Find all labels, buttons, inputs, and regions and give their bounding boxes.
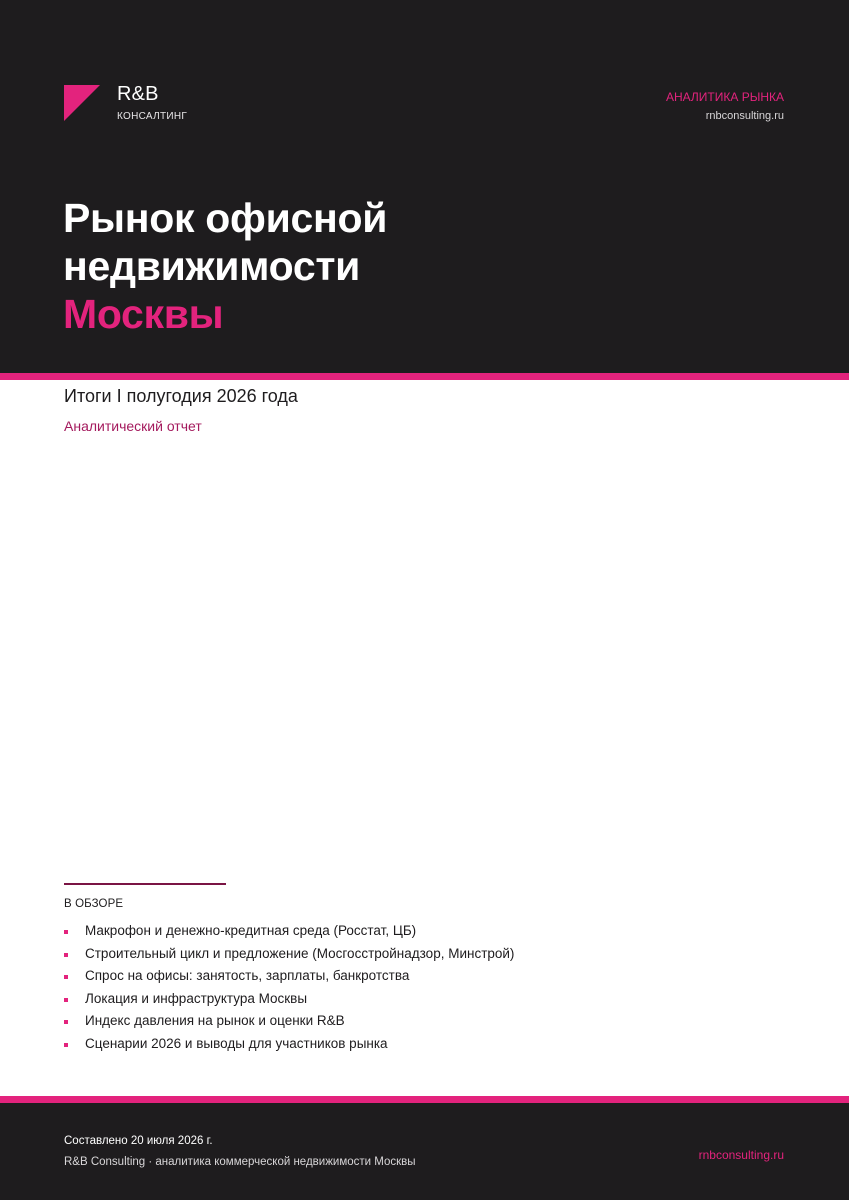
overview-item [64,966,514,989]
bullet-icon [64,953,68,957]
title-line-2: недвижимости [63,243,361,289]
bullet-icon [64,930,68,934]
rubric-label: АНАЛИТИКА РЫНКА [665,90,784,104]
cover-title [63,194,387,338]
overview-item [64,1011,514,1034]
overview-item-text: Сценарии 2026 и выводы для участников рынка [85,1035,388,1051]
overview-list [64,921,514,1057]
brand-name: R&B [117,83,159,105]
brand-subtitle: КОНСАЛТИНГ [117,111,188,122]
overview-item [64,921,514,944]
overview-item [64,989,514,1012]
document-type: Аналитический отчет [64,418,202,434]
bullet-icon [64,998,68,1002]
overview-item-text: Локация и инфраструктура Москвы [85,990,308,1006]
overview-item-text: Макрофон и денежно-кредитная среда (Росстат, ЦБ) [85,923,417,938]
brand-triangle-icon [64,85,100,121]
overview-item-text: Индекс давления на рынок и оценки R&B [85,1013,345,1029]
compiled-date: Составлено 20 июля 2026 г. [64,1135,213,1147]
overview-item-text: Строительный цикл и предложение (Мосгосстройнадзор, Минстрой) [85,945,515,961]
footer-description: R&B Consulting · аналитика коммерческой недвижимости Москвы [64,1156,416,1168]
cover-hero [0,0,849,373]
title-line-1: Рынок офисной [63,195,388,241]
overview-item [64,1034,514,1057]
overview-item-text: Спрос на офисы: занятость, зарплаты, банкротства [85,968,410,984]
top-accent-divider [0,373,849,380]
report-period: Итоги I полугодия 2026 года [64,386,298,406]
bullet-icon [64,1020,68,1024]
overview-divider [64,883,226,885]
title-line-3: Москвы [63,291,224,337]
overview-heading: В ОБЗОРЕ [64,898,124,910]
header-site-link[interactable]: rnbconsulting.ru [705,110,784,122]
bullet-icon [64,975,68,979]
overview-item [64,944,514,967]
footer-site-link[interactable]: rnbconsulting.ru [698,1148,784,1162]
bottom-accent-divider [0,1096,849,1103]
bullet-icon [64,1043,68,1047]
